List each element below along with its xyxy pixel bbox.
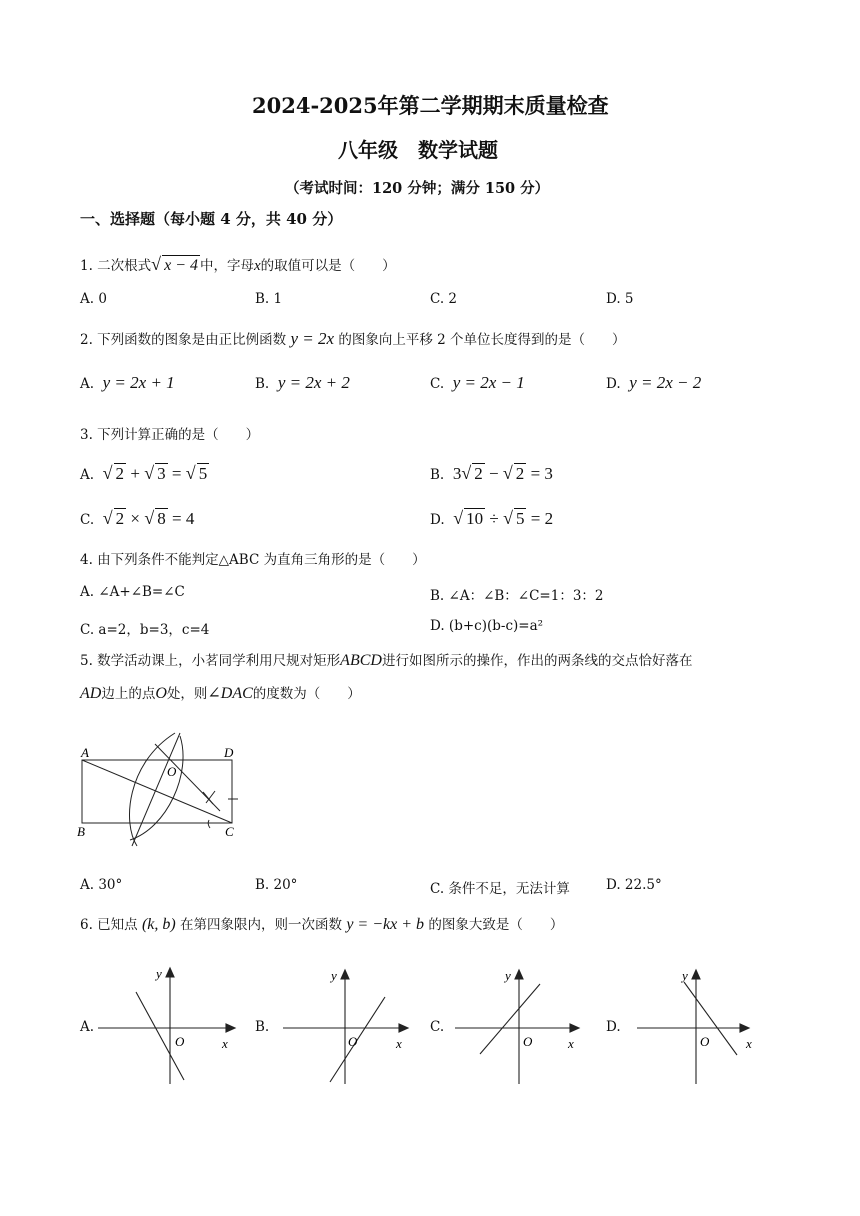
y-axis-arrow-icon — [341, 970, 349, 979]
label-b: B — [77, 824, 85, 839]
sqrt-icon: √ — [151, 254, 162, 274]
q5-option-d: D. 22.5° — [606, 877, 662, 893]
q3-b-op: − — [489, 464, 499, 483]
x-axis-arrow-icon — [226, 1024, 235, 1032]
q2-option-b — [255, 373, 350, 393]
x-label: x — [568, 1036, 574, 1051]
q5-ad: AD — [80, 685, 102, 702]
q3-a-eq: = — [171, 464, 182, 483]
q3-option-a: A. √ 2 + √ 3 = √ 5 — [80, 463, 208, 483]
q1-option-a: A. 0 — [80, 291, 107, 307]
q3-d-eq: = 2 — [530, 509, 554, 528]
y-label: y — [682, 968, 688, 983]
q3-label-a: A. — [80, 467, 95, 483]
q1-pre: 1. 二次根式 — [80, 258, 152, 274]
x-label: x — [396, 1036, 402, 1051]
q6-option-c-label: C. — [430, 1019, 445, 1035]
exam-subtitle: 八年级 数学试题 — [338, 138, 498, 162]
q2-label-c: C. — [430, 376, 445, 392]
q2-option-d — [606, 373, 701, 393]
arc-mark-1 — [203, 792, 213, 804]
q1-option-d: D. 5 — [606, 291, 634, 307]
q2-label-b: B. — [255, 376, 270, 392]
q3-option-d: D. √ 10 ÷ √ 5 = 2 — [430, 508, 554, 528]
q2-pre: 2. 下列函数的图象是由正比例函数 — [80, 332, 287, 348]
bisector-line — [132, 733, 180, 846]
q1-post2: 的取值可以是（ ） — [260, 258, 396, 274]
rectangle-construction-figure — [72, 728, 252, 863]
function-line — [684, 982, 737, 1055]
q5-option-b: B. 20° — [255, 877, 298, 893]
q3-d-r2: 5 — [515, 509, 525, 528]
question-3: 3. 下列计算正确的是（ ） — [80, 427, 260, 443]
y-label: y — [156, 966, 162, 981]
origin-label: O — [523, 1034, 533, 1049]
y-label: y — [505, 968, 511, 983]
function-line — [330, 997, 385, 1082]
exam-info: （考试时间：120 分钟；满分 150 分） — [285, 180, 550, 197]
q6-pre: 6. 已知点 — [80, 917, 138, 933]
q4-option-d: D. (b+c)(b-c)=a² — [430, 618, 544, 634]
origin-label: O — [700, 1034, 710, 1049]
q4-option-a: A. ∠A+∠B=∠C — [80, 584, 185, 600]
q2-option-a — [80, 373, 175, 393]
q3-a-r2: 3 — [157, 464, 166, 483]
q6-func: y = −kx + b — [346, 916, 425, 933]
q5-rect-label: ABCD — [340, 652, 382, 669]
q4-option-b: B. ∠A：∠B：∠C=1：3：2 — [430, 588, 604, 604]
x-axis-arrow-icon — [399, 1024, 408, 1032]
q6-post: 的图象大致是（ ） — [428, 917, 564, 933]
q2-expr-c: y = 2x − 1 — [452, 373, 525, 392]
question-2 — [80, 329, 626, 350]
q3-c-op: × — [130, 509, 141, 528]
q2-option-c — [430, 373, 525, 393]
exam-title: 2024-2025年第二学期期末质量检查 — [252, 93, 609, 118]
q3-option-c: C. √ 2 × √ 8 = 4 — [80, 508, 195, 528]
q4-option-c: C. a=2，b=3，c=4 — [80, 622, 210, 638]
graph-option-d — [632, 962, 772, 1087]
q3-a-r3: 5 — [198, 464, 208, 483]
x-axis-arrow-icon — [740, 1024, 749, 1032]
label-c: C — [225, 824, 234, 839]
y-axis-arrow-icon — [692, 970, 700, 979]
q3-b-r1: 2 — [474, 464, 483, 483]
q3-b-eq: = 3 — [530, 464, 553, 483]
q5-option-c: C. 条件不足，无法计算 — [430, 881, 570, 897]
q5-angle: ∠DAC — [207, 685, 253, 702]
question-5-line-2 — [80, 684, 361, 704]
q3-label-b: B. — [430, 467, 445, 483]
q2-label-a: A. — [80, 376, 95, 392]
q3-d-op: ÷ — [489, 509, 499, 528]
q6-option-d-label: D. — [606, 1019, 621, 1035]
label-a: A — [81, 745, 89, 760]
y-axis-arrow-icon — [166, 968, 174, 977]
q2-expr-b: y = 2x + 2 — [277, 373, 350, 392]
q3-c-eq: = 4 — [172, 509, 195, 528]
q1-radicand: x − 4 — [164, 257, 198, 274]
q5-line2a: 边上的点 — [101, 686, 156, 702]
q2-expr-d: y = 2x − 2 — [629, 373, 702, 392]
q2-post: 的图象向上平移 2 个单位长度得到的是（ ） — [338, 332, 626, 348]
q5-line2b: 处，则 — [166, 686, 208, 702]
section-heading: 一、选择题（每小题 4 分，共 40 分） — [80, 210, 343, 228]
q2-label-d: D. — [606, 376, 621, 392]
arc-mark-4 — [208, 820, 210, 828]
q3-b-r2: 2 — [515, 464, 525, 483]
graph-option-c — [455, 962, 595, 1087]
q5-o: O — [155, 685, 167, 702]
question-5-line-1 — [80, 651, 692, 671]
q1-post1: 中，字母 — [199, 258, 254, 274]
y-axis-arrow-icon — [515, 970, 523, 979]
q5-line1: 5. 数学活动课上，小茗同学利用尺规对矩形 — [80, 653, 341, 669]
q6-point: (k, b) — [141, 916, 176, 933]
q1-option-c: C. 2 — [430, 291, 458, 307]
question-1 — [80, 254, 396, 276]
q3-label-d: D. — [430, 512, 445, 528]
origin-label: O — [348, 1034, 358, 1049]
q3-b-c1: 3 — [452, 464, 462, 483]
q5-line2c: 的度数为（ ） — [252, 686, 361, 702]
q3-a-op: + — [130, 464, 140, 483]
q6-option-a-label: A. — [80, 1019, 95, 1035]
label-o: O — [167, 764, 177, 779]
q6-mid: 在第四象限内，则一次函数 — [180, 917, 343, 933]
x-label: x — [746, 1036, 752, 1051]
q3-label-c: C. — [80, 512, 95, 528]
q3-c-r2: 8 — [157, 509, 166, 528]
question-4: 4. 由下列条件不能判定△ABC 为直角三角形的是（ ） — [80, 552, 426, 568]
label-d: D — [224, 745, 234, 760]
graph-option-b — [278, 962, 418, 1087]
q3-option-b: B. 3√ 2 − √ 2 = 3 — [430, 463, 553, 483]
question-6 — [80, 915, 563, 935]
x-axis-arrow-icon — [570, 1024, 579, 1032]
q5-option-a: A. 30° — [80, 877, 123, 893]
diagonal-ac — [82, 760, 232, 823]
x-label: x — [222, 1036, 228, 1051]
q2-expr: y = 2x — [290, 329, 335, 348]
y-label: y — [331, 968, 337, 983]
origin-label: O — [175, 1034, 185, 1049]
q3-a-r1: 2 — [115, 464, 125, 483]
q1-var: x — [253, 258, 261, 274]
q3-d-r1: 10 — [466, 509, 484, 528]
q5-line1b: 进行如图所示的操作，作出的两条线的交点恰好落在 — [381, 653, 693, 669]
q2-expr-a: y = 2x + 1 — [102, 373, 175, 392]
q3-c-r1: 2 — [115, 509, 125, 528]
q1-option-b: B. 1 — [255, 291, 283, 307]
graph-option-a — [98, 962, 238, 1087]
q6-option-b-label: B. — [255, 1019, 270, 1035]
